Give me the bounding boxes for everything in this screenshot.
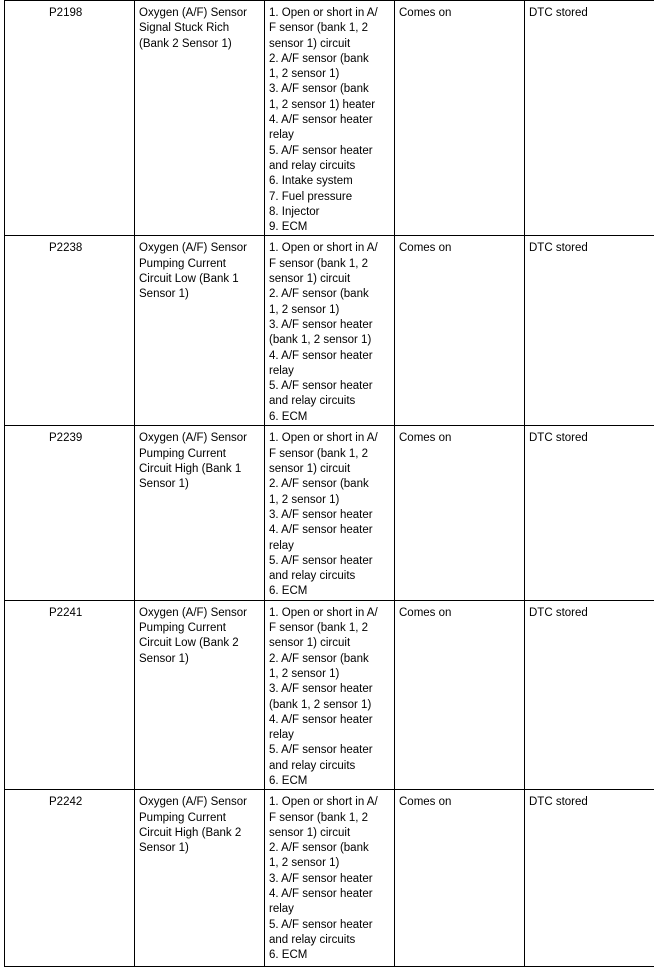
trouble-area-line: 6. Intake system [269,175,353,188]
detection-item-line: Pumping Current [139,622,226,635]
detection-item-line: Oxygen (A/F) Sensor [139,242,248,255]
dtc-code-cell [5,426,135,600]
trouble-area-cell [265,790,395,967]
mil-cell [395,1,525,236]
table-row [5,790,654,967]
dtc-table [4,0,654,967]
trouble-area-line: (bank 1, 2 sensor 1) [269,334,372,347]
trouble-area-line: 1. Open or short in A/ [269,796,378,809]
dtc-table-body [5,1,654,967]
trouble-area-line: 2. A/F sensor (bank [269,652,369,665]
detection-item-line: Oxygen (A/F) Sensor [139,432,248,445]
trouble-area-line: 4. A/F sensor heater [269,524,373,537]
trouble-area-line: and relay circuits [269,159,356,172]
dtc-code: P2198 [49,7,83,19]
detection-item-line: Sensor 1) [139,842,189,855]
trouble-area-line: 2. A/F sensor (bank [269,478,369,491]
dtc-code-cell [5,600,135,790]
dtc-code: P2239 [49,432,83,445]
trouble-area-line: relay [269,364,294,377]
trouble-area-cell [265,600,395,790]
detection-item-cell [135,236,265,426]
trouble-area-line: 6. ECM [269,774,308,787]
detection-item-line: Pumping Current [139,447,226,460]
table-row [5,426,654,600]
mil-status: Comes on [399,7,452,19]
trouble-area-line: 6. ECM [269,410,308,423]
trouble-area-line: and relay circuits [269,933,356,946]
detection-item-cell [135,1,265,236]
trouble-area-line: 1, 2 sensor 1) [269,68,340,81]
detection-item-line: Signal Stuck Rich [139,22,230,35]
detection-item-line: Sensor 1) [139,652,189,665]
trouble-area-line: 4. A/F sensor heater [269,114,373,127]
memory-status: DTC stored [529,242,588,255]
trouble-area-line: 6. ECM [269,949,308,962]
trouble-area-line: 6. ECM [269,585,308,598]
dtc-code-cell [5,1,135,236]
trouble-area-line: 9. ECM [269,221,308,234]
trouble-area-line: 5. A/F sensor heater [269,554,373,567]
mil-status: Comes on [399,432,452,445]
trouble-area-line: 3. A/F sensor heater [269,872,373,885]
trouble-area-line: 1. Open or short in A/ [269,432,378,445]
trouble-area-cell [265,426,395,600]
trouble-area-line: 3. A/F sensor heater [269,683,373,696]
detection-item-line: Pumping Current [139,257,226,270]
trouble-area-line: sensor 1) circuit [269,637,351,650]
memory-cell [525,600,654,790]
trouble-area-line: 2. A/F sensor (bank [269,842,369,855]
detection-item-line: Circuit Low (Bank 1 [139,273,239,286]
trouble-area-line: and relay circuits [269,570,356,583]
trouble-area-line: sensor 1) circuit [269,37,351,50]
memory-status: DTC stored [529,796,588,809]
trouble-area-line: relay [269,903,294,916]
detection-item-line: Oxygen (A/F) Sensor [139,796,248,809]
trouble-area-line: 7. Fuel pressure [269,190,353,203]
trouble-area-line: and relay circuits [269,395,356,408]
detection-item-line: Oxygen (A/F) Sensor [139,606,248,619]
trouble-area-line: F sensor (bank 1, 2 [269,811,369,824]
trouble-area-line: 2. A/F sensor (bank [269,52,369,65]
trouble-area-line: and relay circuits [269,759,356,772]
dtc-code-cell [5,790,135,967]
table-row [5,600,654,790]
trouble-area-line: sensor 1) circuit [269,463,351,476]
dtc-code-cell [5,236,135,426]
trouble-area-line: 1, 2 sensor 1) [269,857,340,870]
memory-cell [525,426,654,600]
detection-item-line: Circuit High (Bank 1 [139,463,242,476]
detection-item-cell [135,426,265,600]
trouble-area-line: 5. A/F sensor heater [269,380,373,393]
trouble-area-line: relay [269,729,294,742]
mil-status: Comes on [399,606,452,619]
trouble-area-line: 1. Open or short in A/ [269,606,378,619]
memory-cell [525,790,654,967]
dtc-code: P2242 [49,796,83,809]
memory-status: DTC stored [529,606,588,619]
trouble-area-line: 5. A/F sensor heater [269,744,373,757]
detection-item-line: Sensor 1) [139,478,189,491]
mil-cell [395,600,525,790]
trouble-area-line: 1, 2 sensor 1) [269,667,340,680]
trouble-area-line: F sensor (bank 1, 2 [269,622,369,635]
table-row [5,1,654,236]
trouble-area-cell [265,1,395,236]
memory-cell [525,236,654,426]
mil-cell [395,790,525,967]
trouble-area-line: 5. A/F sensor heater [269,144,373,157]
detection-item-line: Sensor 1) [139,288,189,301]
detection-item-line: Circuit Low (Bank 2 [139,637,239,650]
memory-status: DTC stored [529,7,588,19]
mil-cell [395,236,525,426]
trouble-area-line: 4. A/F sensor heater [269,713,373,726]
trouble-area-line: 3. A/F sensor heater [269,508,373,521]
trouble-area-cell [265,236,395,426]
table-row [5,236,654,426]
trouble-area-line: sensor 1) circuit [269,273,351,286]
trouble-area-line: F sensor (bank 1, 2 [269,22,369,35]
trouble-area-line: (bank 1, 2 sensor 1) [269,698,372,711]
dtc-code: P2241 [49,606,83,619]
mil-status: Comes on [399,796,452,809]
trouble-area-line: 4. A/F sensor heater [269,349,373,362]
detection-item-line: (Bank 2 Sensor 1) [139,37,232,50]
detection-item-line: Circuit High (Bank 2 [139,826,242,839]
trouble-area-line: 5. A/F sensor heater [269,918,373,931]
dtc-code: P2238 [49,242,83,255]
trouble-area-line: 1. Open or short in A/ [269,7,378,19]
mil-status: Comes on [399,242,452,255]
trouble-area-line: 3. A/F sensor heater [269,318,373,331]
detection-item-cell [135,600,265,790]
trouble-area-line: 3. A/F sensor (bank [269,83,369,96]
trouble-area-line: 8. Injector [269,205,320,218]
detection-item-line: Pumping Current [139,811,226,824]
trouble-area-line: F sensor (bank 1, 2 [269,257,369,270]
trouble-area-line: relay [269,129,294,142]
trouble-area-line: 2. A/F sensor (bank [269,288,369,301]
trouble-area-line: sensor 1) circuit [269,826,351,839]
memory-status: DTC stored [529,432,588,445]
trouble-area-line: 1. Open or short in A/ [269,242,378,255]
trouble-area-line: 1, 2 sensor 1) [269,493,340,506]
detection-item-cell [135,790,265,967]
trouble-area-line: relay [269,539,294,552]
trouble-area-line: 1, 2 sensor 1) [269,303,340,316]
trouble-area-line: 4. A/F sensor heater [269,888,373,901]
trouble-area-line: F sensor (bank 1, 2 [269,447,369,460]
trouble-area-line: 1, 2 sensor 1) heater [269,98,376,111]
memory-cell [525,1,654,236]
mil-cell [395,426,525,600]
detection-item-line: Oxygen (A/F) Sensor [139,7,248,19]
